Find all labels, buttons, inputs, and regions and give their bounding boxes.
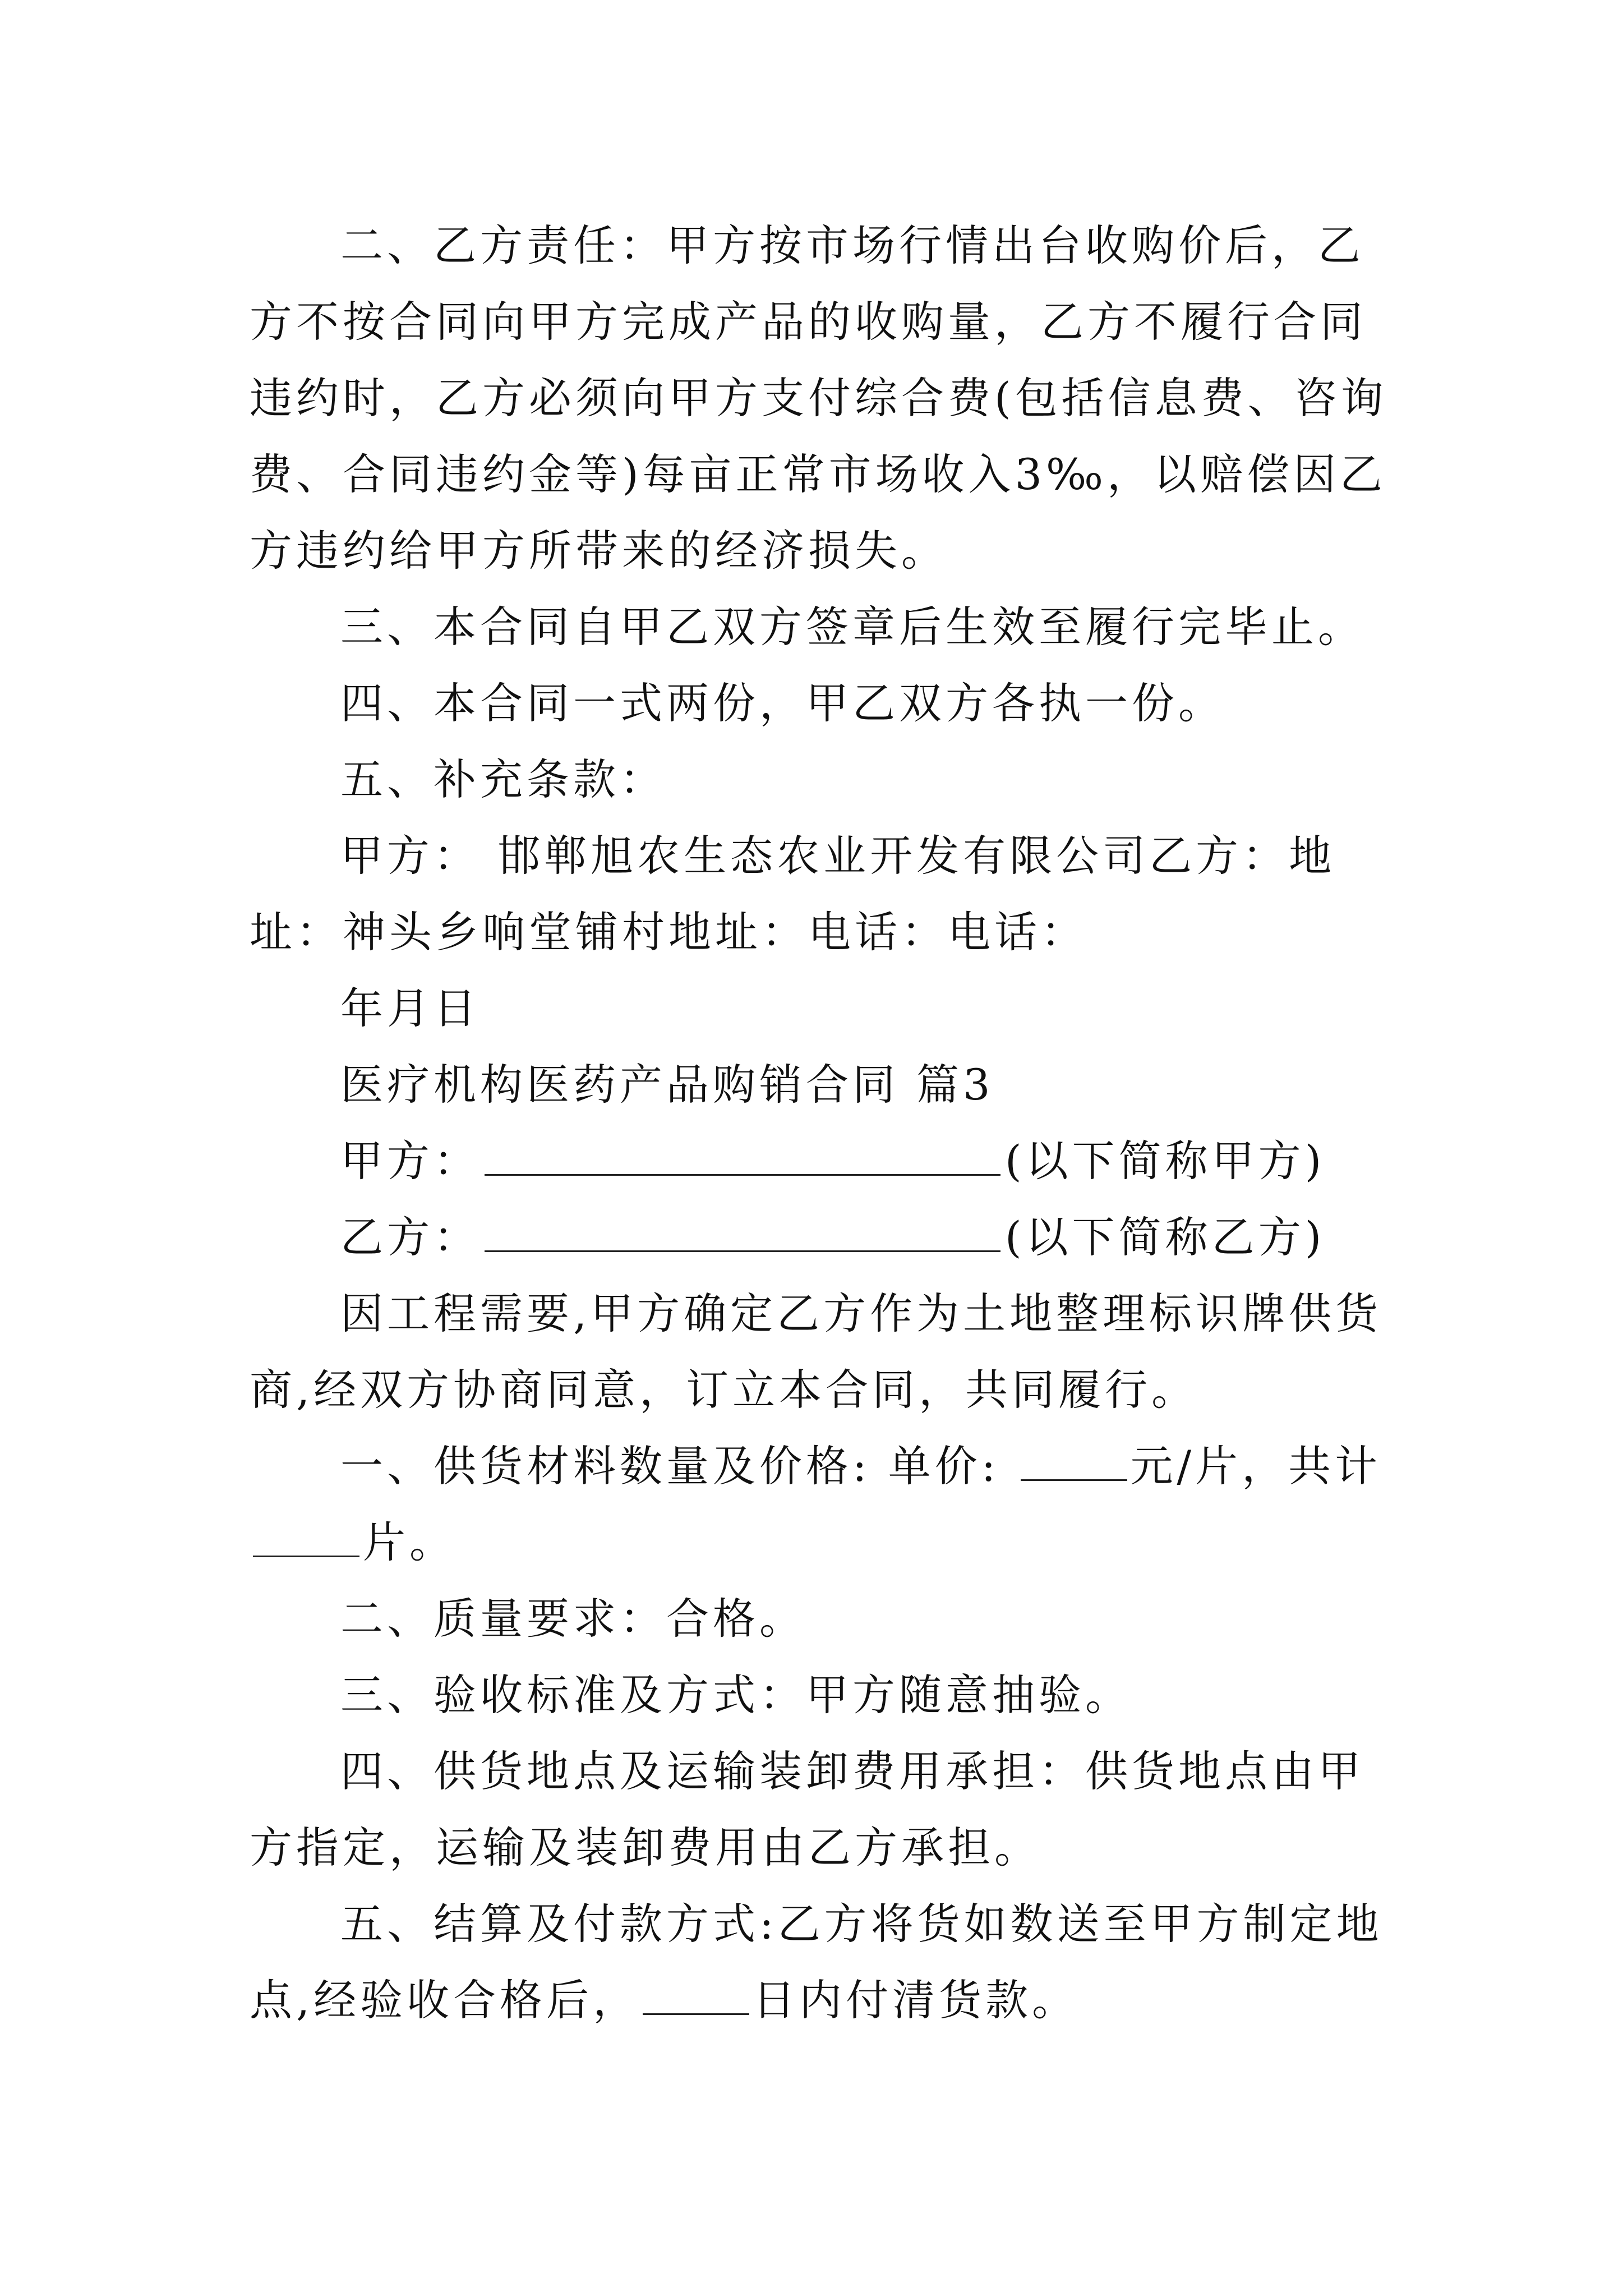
clause-supplementary: 五、补充条款： [340, 754, 666, 804]
party-b-line [250, 1199, 1394, 1276]
item1-text-c: 片。 [363, 1517, 456, 1567]
contract-intro: 因工程需要,甲方确定乙方作为土地整理标识牌供货商,经双方协商同意，订立本合同，共同履行。 [250, 1289, 1382, 1415]
party-a-blank [485, 1137, 1000, 1176]
clause-copies: 四、本合同一式两份，甲乙双方各执一份。 [340, 678, 1225, 728]
item-delivery: 四、供货地点及运输装卸费用承担：供货地点由甲方指定，运输及装卸费用由乙方承担。 [250, 1746, 1364, 1872]
total-quantity-blank [253, 1519, 359, 1557]
date-line: 年月日 [340, 983, 480, 1033]
item-payment [250, 1886, 1394, 2039]
party-b-suffix: (以下简称乙方) [1005, 1212, 1326, 1262]
party-a-line [250, 1123, 1394, 1199]
item1-text-b: 元/片，共计 [1130, 1441, 1382, 1491]
item-quality: 二、质量要求：合格。 [340, 1594, 806, 1644]
contract-title: 医疗机构医药产品购销合同 篇3 [340, 1060, 994, 1110]
item-inspection: 三、验收标准及方式：甲方随意抽验。 [340, 1670, 1132, 1720]
document-body [250, 208, 1394, 2039]
item-quantity-price [250, 1428, 1394, 1581]
clause-party-b-responsibility: 二、乙方责任：甲方按市场行情出台收购价后，乙方不按合同向甲方完成产品的收购量，乙方不履行合同违约时，乙方必须向甲方支付综合费(包括信息费、咨询费、合同违约金等)每亩正常市场收入3‰，以赔偿因乙方违约给甲方所带来的经济损失。 [250, 220, 1387, 576]
parties-info: 甲方： 邯郸旭农生态农业开发有限公司乙方：地址：神头乡响堂铺村地址：电话：电话： [250, 831, 1336, 957]
party-a-suffix: (以下简称甲方) [1005, 1136, 1326, 1186]
party-b-label: 乙方： [340, 1212, 480, 1262]
clause-effective-date: 三、本合同自甲乙双方签章后生效至履行完毕止。 [340, 602, 1364, 652]
party-a-label: 甲方： [340, 1136, 480, 1186]
item1-text-a: 一、供货材料数量及价格: 单价: [340, 1441, 1017, 1491]
item5-text-b: 日内付清货款。 [753, 1975, 1079, 2025]
item5-text-a: 五、结算及付款方式:乙方将货如数送至甲方制定地点,经验收合格后， [250, 1899, 1383, 2025]
payment-days-blank [643, 1976, 749, 2015]
party-b-blank [485, 1213, 1000, 1252]
unit-price-blank [1021, 1442, 1127, 1481]
